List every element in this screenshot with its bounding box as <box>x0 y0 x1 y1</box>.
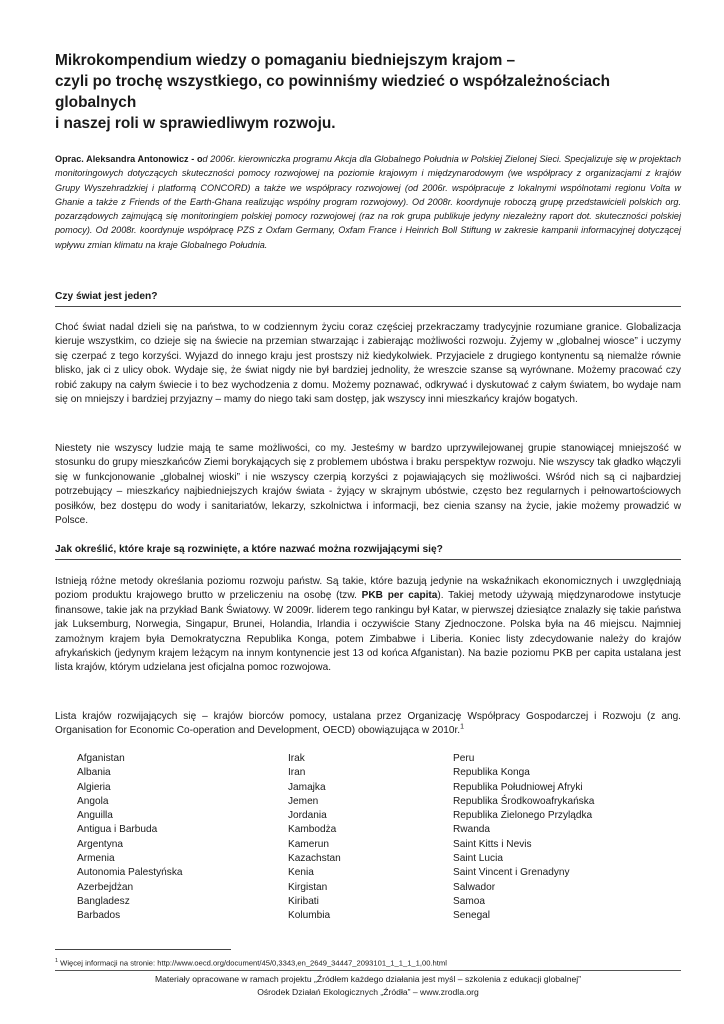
paragraph-text: ). Takiej metody używają międzynarodowe instytucje finansowe, takie jak na przykład Bank Światowy. W 2009r. liderem tego rankingu był Katar, w pierwszej dziesiątce znalazły się takie państwa jak Luksemburg, Norwegia, Singapur, Brunei, Holandia, Irlandia i oczywiście Stany Zjednoczone. Polska była na 46 miejscu. Najmniej zamożnym krajem była Demokratyczna Republika Konga, potem Zimbabwe i Liberia. Koniec listy zdecydowanie należy do krajów afrykańskich (jedynym krajem leżącym na innym kontynencie jest 13 od końca Afganistan). Na bazie poziomu PKB per capita ustalana jest lista krajów, którym udzielana jest oficjalna pomoc rozwojowa. <box>55 590 681 674</box>
document-title <box>55 50 681 134</box>
list-item: Republika Południowej Afryki <box>453 781 583 793</box>
list-item: Angola <box>77 795 109 807</box>
footer-line: Materiały opracowane w ramach projektu „Źródłem każdego działania jest myśl – szkolenia z edukacji globalnej” <box>154 974 582 984</box>
list-item: Jordania <box>288 810 327 822</box>
list-item: Bangladesz <box>77 895 130 907</box>
list-item: Antigua i Barbuda <box>77 824 158 836</box>
paragraph-text: Istnieją różne metody określania poziomu rozwoju państw. Są takie, które bazują jedynie na wskaźnikach ekonomicznych i uwzględniają poziom produktu krajowego brutto w przeliczeniu na osobę (tzw. <box>55 576 681 602</box>
paragraph <box>55 575 681 676</box>
list-item: Saint Kitts i Nevis <box>453 838 532 850</box>
list-item: Salwador <box>453 881 496 893</box>
list-item: Kiribati <box>288 895 319 907</box>
list-item: Peru <box>453 753 475 764</box>
list-item: Iran <box>288 767 306 779</box>
list-item: Samoa <box>453 895 485 907</box>
list-item: Autonomia Palestyńska <box>77 867 183 879</box>
list-item: Republika Środkowoafrykańska <box>453 795 595 807</box>
list-item: Senegal <box>453 910 491 922</box>
list-item: Jemen <box>288 795 319 807</box>
paragraph-bold: PKB per capita <box>361 590 438 602</box>
list-item: Republika Konga <box>453 767 530 779</box>
footnote-text: Więcej informacji na stronie: http://www.oecd.org/document/45/0,3343,en_2649_34447_2093101_1_1_1_1,00.html <box>58 958 447 968</box>
footer-divider <box>55 970 681 971</box>
page-footer <box>55 973 681 999</box>
author-name: Oprac. Aleksandra Antonowicz - o <box>55 154 203 164</box>
country-column <box>77 752 182 924</box>
list-item: Saint Vincent i Grenadyny <box>453 867 570 879</box>
footnote <box>55 956 681 969</box>
paragraph-text: Lista krajów rozwijających się – krajów biorców pomocy, ustalana przez Organizację Współpracy Gospodarczej i Rozwoju (z ang. Organisation for Economic Co-operation and Development, OECD) obowiązująca w 2010r. <box>55 711 681 737</box>
list-item: Rwanda <box>453 824 491 836</box>
list-item: Kazachstan <box>288 853 341 865</box>
author-note <box>55 152 681 252</box>
list-item: Anguilla <box>77 810 113 822</box>
paragraph: Niestety nie wszyscy ludzie mają te same możliwości, co my. Jesteśmy w bardzo uprzywilejowanej grupie stanowiącej mniejszość w stosunku do grupy mieszkańców Ziemi borykających się z problemem ubóstwa i braku perspektyw rozwoju. Nie wszyscy tak gładko włączyli się w funkcjonowanie „globalnej wioski” i nie wszyscy czerpią korzyści z pojawiających się możliwości. Wśród nich są ci najbardziej potrzebujący – mieszkańcy najbiedniejszych krajów świata - żyjący w skrajnym ubóstwie, często bez regularnych i pełnowartościowych posiłków, bez dostępu do wody i sanitariatów, lekarzy, szkolnictwa i informacji, bez cienia szansy na życie, jakie możemy prowadzić w Polsce. <box>55 443 681 527</box>
paragraph <box>55 710 681 739</box>
author-bio: d 2006r. kierowniczka programu Akcja dla Globalnego Południa w Polskiej Zielonej Sieci. Specjalizuje się w projektach monitoringowych dotyczących skuteczności pomocy rozwojowej na poziomie krajowym i międzynarodowym (we współpracy z organizacjami z krajów Grupy Wyszehradzkiej i platformą CONCORD) a także we współpracy rozwojowej (od 2006r. współpracuje z lokalnymi wspólnotami regionu Volta w Ghanie a także z Friends of the Earth-Ghana realizując wspólny program rozwojowy). Od 2008r. koordynuje roboczą grupę przedstawicieli polskich org. pozarządowych zajmującą się monitoringiem polskiej pomocy rozwojowej (raz na rok grupa publikuje jedyny niezależny raport dot. skuteczności polskiej pomocy). Od 2008r. koordynuje współpracę PZS z Oxfam Germany, Oxfam France i Heinrich Boll Stiftung w zakresie kampanii informacyjnej dotyczącej wpływu zmian klimatu na kraje Globalnego Południa. <box>55 154 682 250</box>
list-item: Argentyna <box>77 838 124 850</box>
list-item: Saint Lucia <box>453 853 503 865</box>
footnote-mark: 1 <box>55 958 59 964</box>
list-item: Algieria <box>77 781 111 793</box>
list-item: Irak <box>288 753 305 764</box>
list-item: Azerbejdżan <box>77 881 134 893</box>
footnote-reference[interactable]: 1 <box>460 724 464 732</box>
country-column <box>288 752 341 924</box>
list-item: Kenia <box>288 867 314 879</box>
list-item: Kirgistan <box>288 881 328 893</box>
list-item: Kolumbia <box>288 910 331 922</box>
list-item: Kamerun <box>288 838 329 850</box>
footer-line: Ośrodek Działań Ekologicznych „Źródła” – www.zrodla.org <box>257 987 479 997</box>
list-item: Albania <box>77 767 111 779</box>
paragraph: Choć świat nadal dzieli się na państwa, to w codziennym życiu coraz częściej przekraczamy tradycyjnie rozumiane granice. Globalizacja kieruje wszystkim, co dzieje się na świecie na przemian stwarzając i zabierając możliwości rozwoju. Żyjemy w „globalnej wiosce” i uczymy się czerpać z tego korzyści. Wyjazd do innego kraju jest prostszy niż kiedykolwiek. Przyjaciele z drugiego kontynentu są niemalże równie blisko, jak ci z ulicy obok. Wydaje się, że świat nigdy nie był bardziej jednolity, że wreszcie szanse są wyrównane. Możemy pracować czy robić zakupy na całym świecie i to bez wychodzenia z domu. Możemy poznawać, odkrywać i dyskutować z całym światem, bo wydaje nam się on mniejszy i bardziej przyjazny – mamy do niego taki sam dostęp, jak wszyscy inni mieszkańcy krajów bogatych. <box>55 322 681 406</box>
section-heading: Jak określić, które kraje są rozwinięte, a które nazwać można rozwijającymi się? <box>55 543 681 560</box>
title-line: i naszej roli w sprawiedliwym rozwoju. <box>55 115 336 132</box>
list-item: Afganistan <box>77 753 125 764</box>
section-heading: Czy świat jest jeden? <box>55 290 681 307</box>
list-item: Armenia <box>77 853 115 865</box>
country-column <box>453 752 594 924</box>
list-item: Kambodża <box>288 824 337 836</box>
list-item: Republika Zielonego Przylądka <box>453 810 593 822</box>
list-item: Jamajka <box>288 781 326 793</box>
list-item: Barbados <box>77 910 121 922</box>
footnote-divider <box>55 949 231 950</box>
title-line: Mikrokompendium wiedzy o pomaganiu biedniejszym krajom – <box>55 52 516 69</box>
title-line: czyli po trochę wszystkiego, co powinniśmy wiedzieć o współzależnościach globalnych <box>55 73 611 111</box>
